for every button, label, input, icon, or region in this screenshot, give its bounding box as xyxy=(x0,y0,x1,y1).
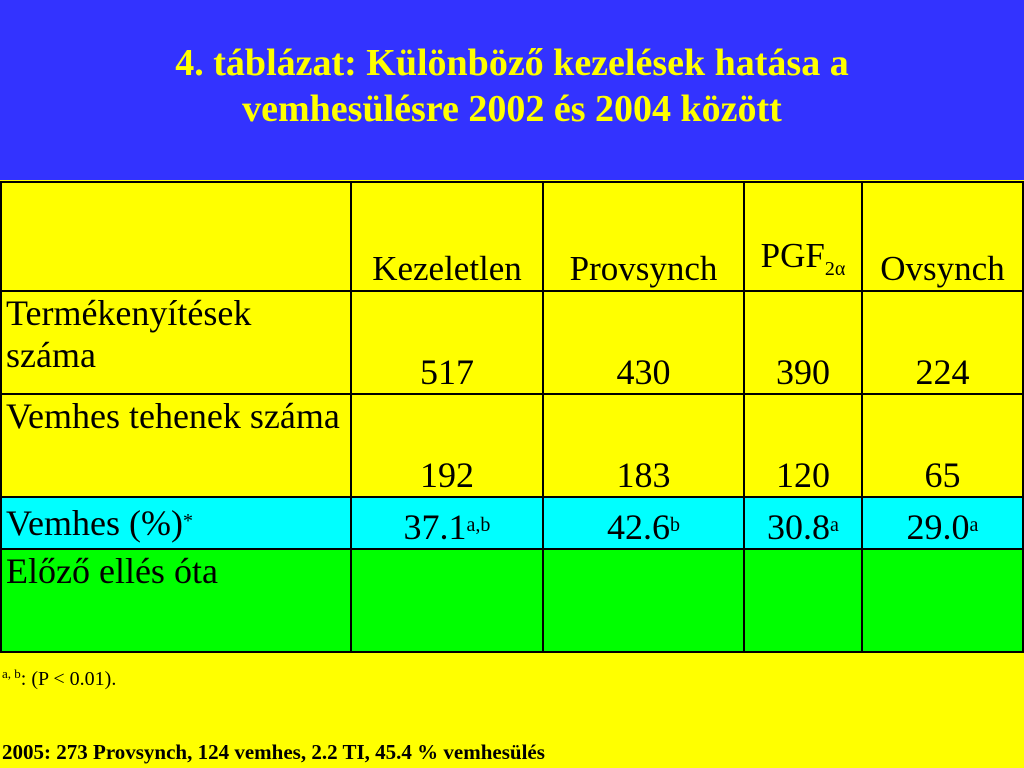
cell-value: 42.6 xyxy=(607,507,670,547)
header-pgf xyxy=(744,182,862,291)
row-label-vemhes-pct-text: Vemhes (%) xyxy=(6,503,183,543)
title-line-2: vemhesülésre 2002 és 2004 között xyxy=(242,88,782,130)
row-label-vemhes-pct xyxy=(1,497,351,549)
row-label-vemhes-tehenek: Vemhes tehenek száma xyxy=(1,394,351,497)
table-cell: 192 xyxy=(351,394,543,497)
table-cell xyxy=(862,549,1023,652)
cell-sup: a,b xyxy=(466,514,491,536)
table-cell: 390 xyxy=(744,291,862,394)
cell-sup: b xyxy=(670,514,680,536)
cell-value: 37.1 xyxy=(403,507,467,547)
header-ovsynch: Ovsynch xyxy=(862,182,1023,291)
header-pgf-main: PGF xyxy=(760,236,825,275)
bottom-note: 2005: 273 Provsynch, 124 vemhes, 2.2 TI, 45.4 % vemhesülés xyxy=(2,740,545,764)
row-label-elozo-elles: Előző ellés óta xyxy=(1,549,351,652)
table-cell xyxy=(744,549,862,652)
table-cell: 183 xyxy=(543,394,744,497)
table-cell: 224 xyxy=(862,291,1023,394)
table-cell: 120 xyxy=(744,394,862,497)
title-line-1: 4. táblázat: Különböző kezelések hatása a xyxy=(175,42,849,84)
table-cell: 65 xyxy=(862,394,1023,497)
header-pgf-sub: 2α xyxy=(824,258,846,280)
header-empty-cell xyxy=(1,182,351,291)
table-row xyxy=(1,394,1023,497)
footnote-sup: a, b xyxy=(2,666,21,681)
header-provsynch: Provsynch xyxy=(543,182,744,291)
footnote xyxy=(2,668,116,691)
table-cell xyxy=(543,497,744,549)
cell-sup: a xyxy=(830,514,839,536)
table-cell xyxy=(351,549,543,652)
page-title xyxy=(0,40,1024,132)
data-table xyxy=(0,181,1024,653)
cell-value: 29.0 xyxy=(906,507,970,547)
header-kezeletlen: Kezeletlen xyxy=(351,182,543,291)
cell-value: 30.8 xyxy=(767,507,831,547)
table-cell xyxy=(351,497,543,549)
table-cell xyxy=(543,549,744,652)
row-label-vemhes-pct-sup: * xyxy=(182,510,193,532)
table-cell xyxy=(744,497,862,549)
table-row xyxy=(1,497,1023,549)
table-cell xyxy=(862,497,1023,549)
row-label-termekenyitesek: Termékenyítések száma xyxy=(1,291,351,394)
table-row xyxy=(1,549,1023,652)
table-cell: 430 xyxy=(543,291,744,394)
cell-sup: a xyxy=(969,514,979,536)
table-row xyxy=(1,291,1023,394)
footnote-text: : (P < 0.01). xyxy=(20,668,117,690)
table-cell: 517 xyxy=(351,291,543,394)
header-row xyxy=(1,182,1023,291)
